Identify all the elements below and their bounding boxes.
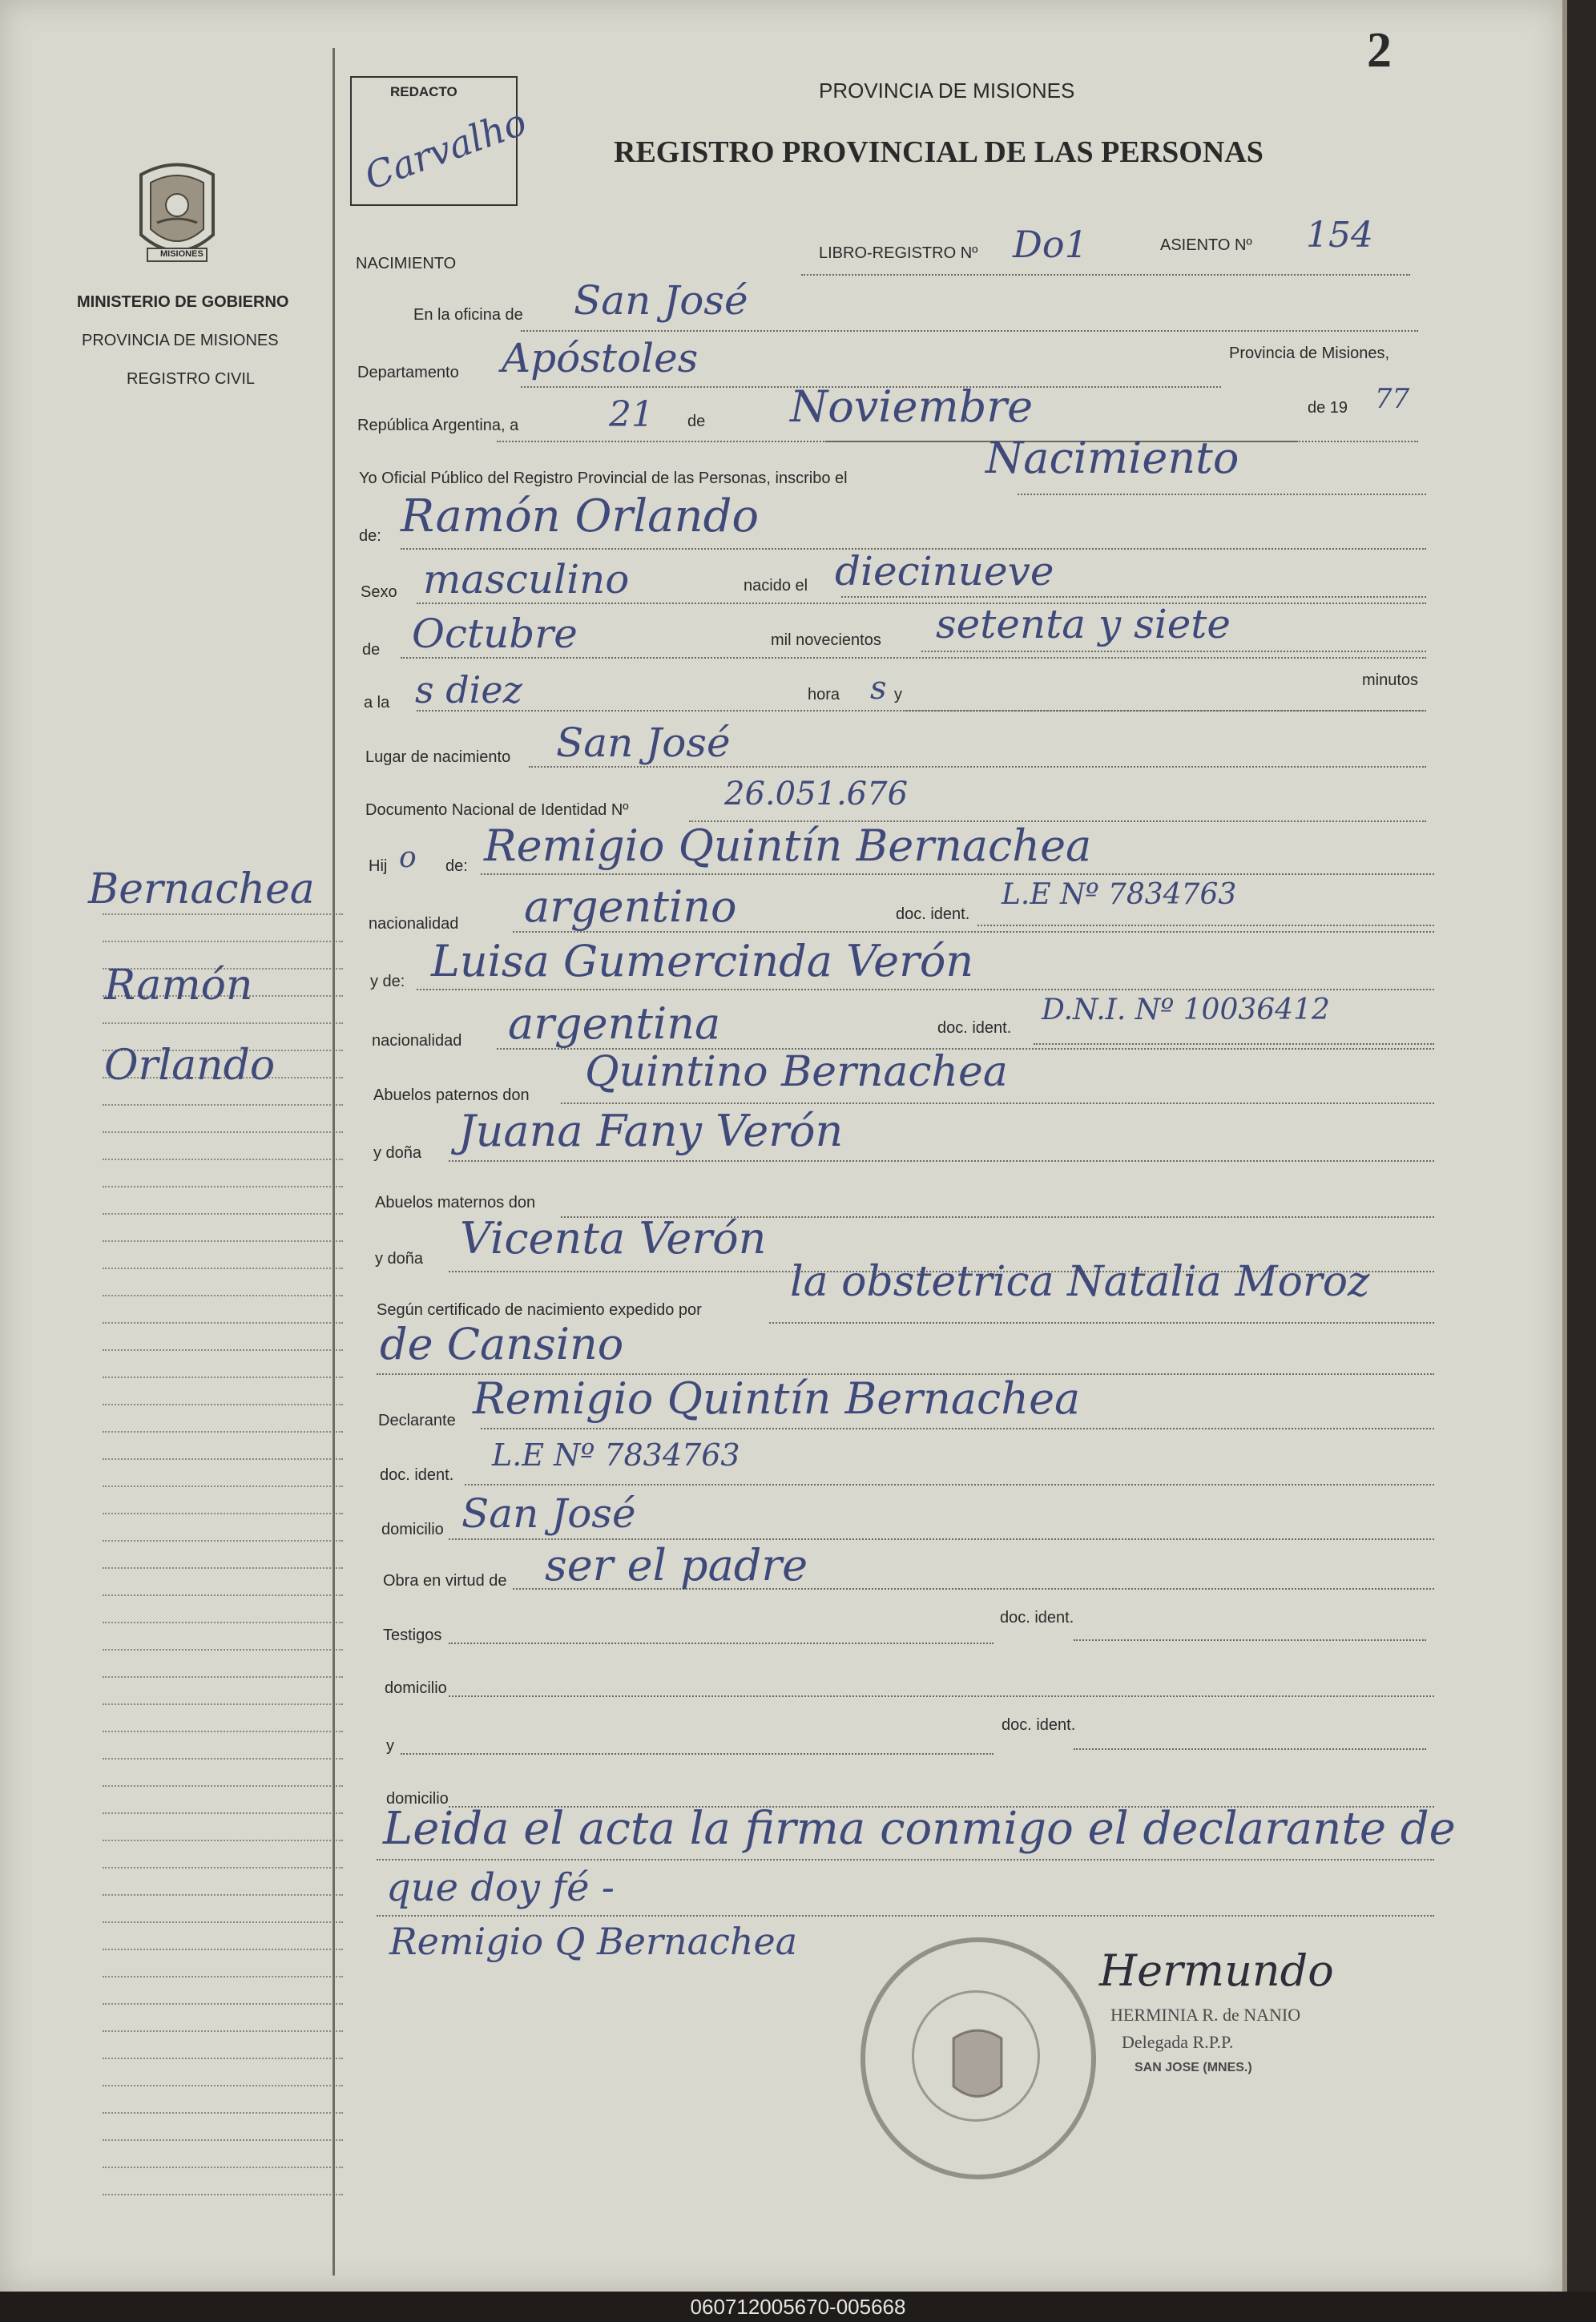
margin-ruled-line bbox=[103, 1322, 343, 1324]
form-underline bbox=[377, 1859, 1434, 1860]
oficina-label: En la oficina de bbox=[413, 306, 523, 324]
form-underline bbox=[841, 596, 1426, 598]
form-underline bbox=[465, 1484, 1434, 1486]
form-underline bbox=[401, 657, 1426, 659]
declarante-label: Declarante bbox=[378, 1412, 456, 1429]
margin-ruled-line bbox=[103, 1540, 343, 1542]
margin-ruled-line bbox=[103, 2030, 343, 2032]
form-underline bbox=[481, 873, 1434, 875]
official-seal bbox=[860, 1937, 1096, 2179]
margin-ruled-line bbox=[103, 1458, 343, 1460]
domicilio-value: San José bbox=[461, 1490, 636, 1537]
abuelos-paternos-label: Abuelos paternos don bbox=[373, 1086, 530, 1104]
dni-label: Documento Nacional de Identidad Nº bbox=[365, 801, 629, 819]
domicilio-label: domicilio bbox=[381, 1521, 444, 1538]
redacto-box bbox=[350, 76, 532, 206]
provincia-suffix: Provincia de Misiones, bbox=[1229, 345, 1390, 362]
anio-value: 77 bbox=[1375, 383, 1410, 415]
form-underline bbox=[417, 603, 1426, 604]
stamp-place: SAN JOSE (MNES.) bbox=[1135, 2061, 1252, 2074]
mes-nac-value: Octubre bbox=[412, 611, 578, 657]
form-underline bbox=[769, 1322, 1434, 1324]
margin-ruled-line bbox=[103, 1622, 343, 1623]
margin-ruled-line bbox=[103, 1785, 343, 1787]
form-underline bbox=[1018, 494, 1426, 495]
doc-ident-madre-label: doc. ident. bbox=[937, 1019, 1012, 1037]
redacto-label: REDACTO bbox=[390, 84, 457, 99]
form-underline bbox=[449, 1695, 1434, 1697]
hij-de-label: de: bbox=[445, 857, 468, 875]
minutos-label: minutos bbox=[1362, 671, 1419, 689]
hora-label: hora bbox=[808, 686, 840, 703]
libro-label: LIBRO-REGISTRO Nº bbox=[819, 244, 978, 262]
form-underline bbox=[401, 1753, 993, 1755]
left-margin-panel bbox=[14, 0, 328, 2292]
y-dona-paterna-label: y doña bbox=[373, 1144, 422, 1162]
abuelo-paterno-value: Quintino Bernachea bbox=[585, 1048, 1008, 1096]
margin-ruled-line bbox=[103, 2194, 343, 2195]
abuela-paterna-value: Juana Fany Verón bbox=[458, 1106, 844, 1156]
margin-ruled-line bbox=[103, 1159, 343, 1160]
margin-ruled-line bbox=[103, 2112, 343, 2114]
hij-label: Hij bbox=[369, 857, 388, 875]
testigos-label: Testigos bbox=[383, 1627, 442, 1644]
de-19-label: de 19 bbox=[1308, 399, 1348, 417]
lugar-value: San José bbox=[556, 720, 731, 766]
obra-value: ser el padre bbox=[545, 1540, 808, 1590]
ministry-title: MINISTERIO DE GOBIERNO bbox=[77, 293, 289, 311]
republica-label: República Argentina, a bbox=[357, 417, 519, 434]
margin-ruled-line bbox=[103, 1131, 343, 1133]
abuelos-maternos-label: Abuelos maternos don bbox=[375, 1194, 536, 1211]
seal-text bbox=[849, 2183, 1089, 2191]
form-underline bbox=[921, 651, 1426, 652]
doc-ident-testigo2-label: doc. ident. bbox=[1002, 1716, 1076, 1734]
doc-ident-testigo1-label: doc. ident. bbox=[1000, 1609, 1074, 1627]
y-dona-materna-label: y doña bbox=[375, 1250, 424, 1268]
hij-o-value: o bbox=[399, 841, 417, 874]
nacido-value: diecinueve bbox=[835, 548, 1054, 595]
lugar-label: Lugar de nacimiento bbox=[365, 748, 511, 766]
nacionalidad-padre-value: argentino bbox=[524, 881, 737, 932]
margin-ruled-line bbox=[103, 1921, 343, 1923]
hora-value: s diez bbox=[415, 668, 522, 712]
oficina-value: San José bbox=[574, 277, 748, 324]
nacionalidad-madre-label: nacionalidad bbox=[372, 1032, 462, 1050]
oficial-text: Yo Oficial Público del Registro Provincial de las Personas, inscribo el bbox=[359, 470, 848, 487]
form-underline bbox=[529, 766, 1426, 768]
sexo-value: masculino bbox=[423, 556, 630, 603]
margin-ruled-line bbox=[103, 2058, 343, 2059]
form-underline bbox=[905, 710, 1426, 712]
form-underline bbox=[1074, 1748, 1426, 1750]
form-underline bbox=[801, 274, 1410, 276]
margin-ruled-line bbox=[103, 1349, 343, 1351]
doc-decl-value: L.E Nº 7834763 bbox=[492, 1437, 740, 1473]
form-underline bbox=[561, 1103, 1434, 1104]
y-de-label: y de: bbox=[370, 973, 405, 990]
de-label: de bbox=[687, 413, 706, 430]
a-la-label: a la bbox=[364, 694, 390, 712]
margin-ruled-line bbox=[103, 913, 343, 915]
madre-value: Luisa Gumercinda Verón bbox=[431, 936, 974, 986]
margin-ruled-line bbox=[103, 1758, 343, 1760]
margin-ruled-line bbox=[103, 1377, 343, 1378]
margin-ruled-line bbox=[103, 941, 343, 942]
margin-ruled-line bbox=[103, 1594, 343, 1596]
stamp-role: Delegada R.P.P. bbox=[1122, 2032, 1234, 2052]
margin-middle-name: Orlando bbox=[104, 1042, 276, 1090]
de2-label: de bbox=[362, 641, 381, 659]
registry-title: REGISTRO PROVINCIAL DE LAS PERSONAS bbox=[614, 135, 1264, 169]
form-underline bbox=[449, 1160, 1434, 1162]
padre-value: Remigio Quintín Bernachea bbox=[484, 820, 1092, 871]
margin-ruled-line bbox=[103, 1268, 343, 1269]
margin-surname: Bernachea bbox=[88, 865, 315, 913]
margin-ruled-line bbox=[103, 2139, 343, 2141]
margin-ruled-line bbox=[103, 1676, 343, 1678]
margin-ruled-line bbox=[103, 1812, 343, 1814]
abuela-materna-value: Vicenta Verón bbox=[460, 1213, 767, 1264]
province-heading: PROVINCIA DE MISIONES bbox=[819, 79, 1075, 103]
margin-ruled-line bbox=[103, 2085, 343, 2086]
certificado-value: la obstetrica Natalia Moroz bbox=[790, 1258, 1370, 1306]
doc-madre-value: D.N.I. Nº 10036412 bbox=[1042, 994, 1330, 1026]
form-underline bbox=[449, 1643, 993, 1644]
form-underline bbox=[417, 989, 1434, 990]
libro-value: Do1 bbox=[1013, 223, 1088, 266]
margin-ruled-line bbox=[103, 1295, 343, 1296]
margin-ruled-line bbox=[103, 1404, 343, 1405]
margin-ruled-line bbox=[103, 1186, 343, 1187]
y-label: y bbox=[894, 686, 902, 703]
redacto-signature: Carvalho bbox=[359, 99, 532, 199]
official-signature: Hermundo bbox=[1099, 1945, 1334, 1996]
de-colon-label: de: bbox=[359, 527, 381, 545]
asiento-label: ASIENTO Nº bbox=[1160, 236, 1252, 254]
form-underline bbox=[377, 1915, 1434, 1917]
form-underline bbox=[481, 1428, 1434, 1429]
obra-label: Obra en virtud de bbox=[383, 1572, 507, 1590]
margin-ruled-line bbox=[103, 1731, 343, 1732]
mil-label: mil novecientos bbox=[771, 631, 881, 649]
nacimiento-label: NACIMIENTO bbox=[356, 255, 457, 272]
ministry-province: PROVINCIA DE MISIONES bbox=[82, 332, 279, 349]
form-underline bbox=[521, 330, 1418, 332]
nacionalidad-padre-label: nacionalidad bbox=[369, 915, 459, 933]
seal-crest-icon bbox=[865, 1942, 1091, 2175]
margin-ruled-line bbox=[103, 1213, 343, 1215]
nacionalidad-madre-value: argentina bbox=[508, 998, 721, 1049]
margin-ruled-line bbox=[103, 1486, 343, 1487]
closing-line-1: Leida el acta la firma conmigo el declarante de bbox=[383, 1803, 1456, 1855]
margin-ruled-line bbox=[103, 1976, 343, 1977]
inscribo-value: Nacimiento bbox=[985, 433, 1239, 483]
form-underline bbox=[977, 925, 1434, 926]
government-crest bbox=[133, 159, 221, 271]
y-testigo2-label: y bbox=[386, 1737, 394, 1755]
domicilio-testigo2-label: domicilio bbox=[386, 1790, 449, 1808]
margin-first-name: Ramón bbox=[104, 961, 253, 1010]
margin-ruled-line bbox=[103, 1649, 343, 1651]
margin-ruled-line bbox=[103, 2167, 343, 2168]
margin-ruled-line bbox=[103, 1703, 343, 1705]
crest-label: MISIONES bbox=[160, 249, 204, 259]
mes-value: Noviembre bbox=[790, 381, 1034, 432]
closing-line-2: que doy fé - bbox=[386, 1865, 615, 1910]
departamento-value: Apóstoles bbox=[502, 335, 699, 381]
declarante-value: Remigio Quintín Bernachea bbox=[473, 1373, 1081, 1424]
margin-ruled-line bbox=[103, 1567, 343, 1569]
dia-value: 21 bbox=[609, 394, 654, 435]
form-underline bbox=[1074, 1639, 1426, 1641]
margin-ruled-line bbox=[103, 1513, 343, 1514]
domicilio-testigo1-label: domicilio bbox=[385, 1679, 447, 1697]
departamento-label: Departamento bbox=[357, 364, 459, 381]
margin-ruled-line bbox=[103, 1840, 343, 1841]
doc-ident-decl-label: doc. ident. bbox=[380, 1466, 454, 1484]
nacido-label: nacido el bbox=[744, 577, 808, 595]
margin-ruled-line bbox=[103, 1949, 343, 1950]
dni-value: 26.051.676 bbox=[724, 776, 909, 812]
hora-s-value: s bbox=[870, 670, 887, 707]
margin-ruled-line bbox=[103, 1431, 343, 1433]
margin-ruled-line bbox=[103, 1104, 343, 1106]
stamp-name: HERMINIA R. de NANIO bbox=[1110, 2005, 1301, 2025]
margin-ruled-line bbox=[103, 2003, 343, 2005]
sexo-label: Sexo bbox=[361, 583, 397, 601]
declarant-signature: Remigio Q Bernachea bbox=[389, 1920, 798, 1963]
form-underline bbox=[1034, 1043, 1434, 1045]
nombre-value: Ramón Orlando bbox=[401, 490, 760, 542]
document-id-footer: 060712005670-005668 bbox=[0, 2292, 1596, 2322]
page-number: 2 bbox=[1367, 23, 1392, 78]
asiento-value: 154 bbox=[1306, 215, 1373, 256]
segun-label: Según certificado de nacimiento expedido por bbox=[377, 1301, 702, 1319]
certificado-value-2: de Cansino bbox=[380, 1319, 624, 1369]
margin-ruled-line bbox=[103, 1894, 343, 1896]
ministry-registry: REGISTRO CIVIL bbox=[127, 370, 256, 388]
margin-ruled-line bbox=[103, 1022, 343, 1024]
margin-divider bbox=[332, 48, 335, 2276]
doc-padre-value: L.E Nº 7834763 bbox=[1002, 878, 1237, 911]
anio-nac-value: setenta y siete bbox=[936, 601, 1231, 647]
margin-ruled-line bbox=[103, 1867, 343, 1868]
doc-ident-padre-label: doc. ident. bbox=[896, 905, 970, 923]
margin-ruled-line bbox=[103, 1240, 343, 1242]
